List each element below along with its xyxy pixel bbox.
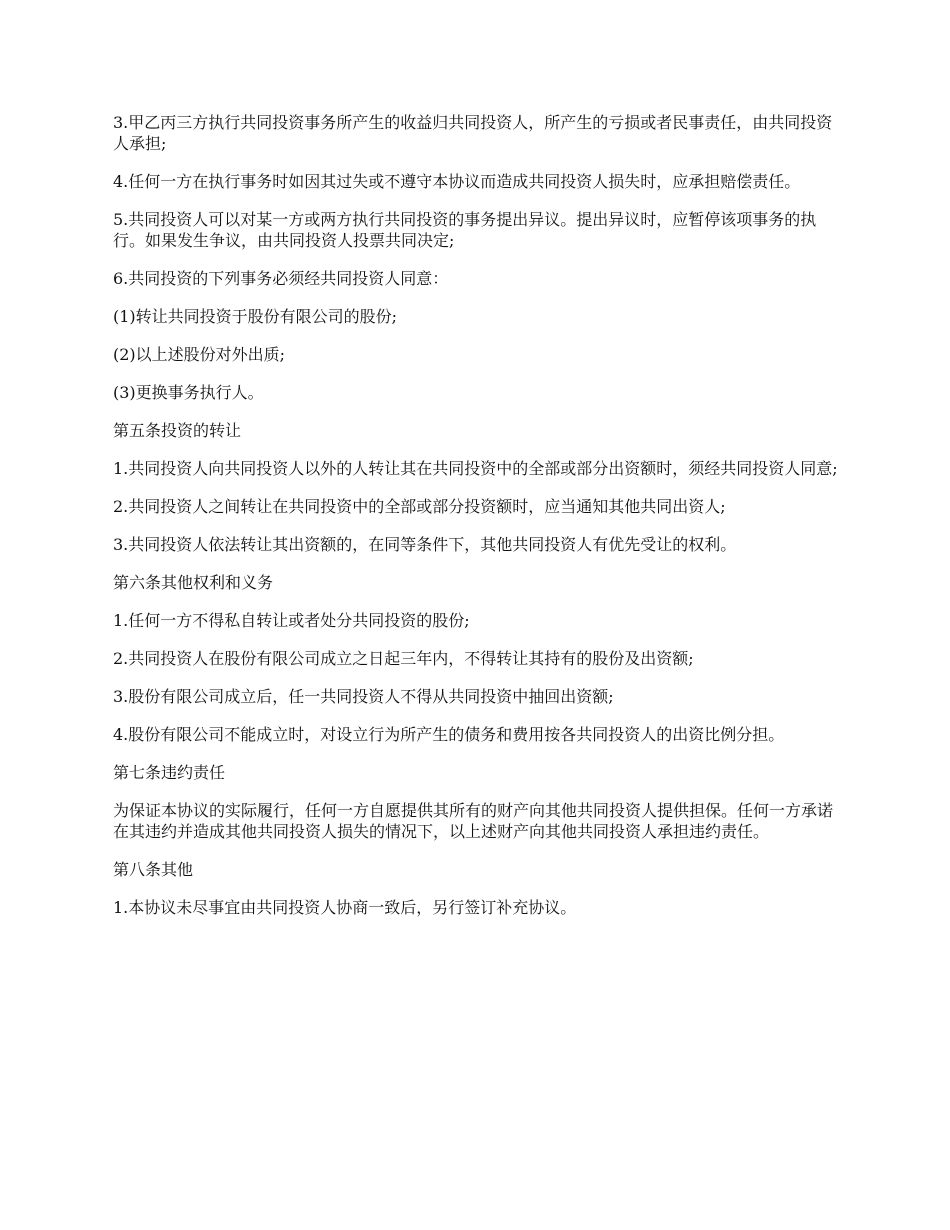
article-5-item-3: 3.共同投资人依法转让其出资额的，在同等条件下，其他共同投资人有优先受让的权利。 [113, 535, 737, 554]
article-5-item-2: 2.共同投资人之间转让在共同投资中的全部或部分投资额时，应当通知其他共同出资人; [113, 497, 726, 516]
article-8-heading: 第八条其他 [113, 860, 194, 879]
article-6-item-1: 1.任何一方不得私自转让或者处分共同投资的股份; [113, 611, 470, 630]
article-6-heading: 第六条其他权利和义务 [113, 573, 274, 592]
consent-item-3: (3)更换事务执行人。 [113, 383, 264, 402]
clause-5-objection: 5.共同投资人可以对某一方或两方执行共同投资的事务提出异议。提出异议时，应暂停该项事务的执行。如果发生争议，由共同投资人投票共同决定; [113, 210, 817, 250]
document-body [113, 112, 843, 935]
clause-3-profit-loss: 3.甲乙丙三方执行共同投资事务所产生的收益归共同投资人，所产生的亏损或者民事责任，由共同投资人承担; [113, 113, 833, 153]
consent-item-2: (2)以上述股份对外出质; [113, 345, 286, 364]
consent-item-1: (1)转让共同投资于股份有限公司的股份; [113, 307, 398, 326]
article-6-item-2: 2.共同投资人在股份有限公司成立之日起三年内，不得转让其持有的股份及出资额; [113, 649, 694, 668]
article-5-item-1: 1.共同投资人向共同投资人以外的人转让其在共同投资中的全部或部分出资额时，须经共同投资人同意; [113, 459, 838, 478]
article-6-item-3: 3.股份有限公司成立后，任一共同投资人不得从共同投资中抽回出资额; [113, 687, 614, 706]
article-7-heading: 第七条违约责任 [113, 763, 226, 782]
article-5-heading: 第五条投资的转让 [113, 421, 242, 440]
clause-6-consent-matters: 6.共同投资的下列事务必须经共同投资人同意： [113, 269, 449, 288]
article-6-item-4: 4.股份有限公司不能成立时，对设立行为所产生的债务和费用按各共同投资人的出资比例分担。 [113, 725, 785, 744]
clause-4-compensation: 4.任何一方在执行事务时如因其过失或不遵守本协议而造成共同投资人损失时，应承担赔偿责任。 [113, 172, 801, 191]
article-7-body: 为保证本协议的实际履行，任何一方自愿提供其所有的财产向其他共同投资人提供担保。任何一方承诺在其违约并造成其他共同投资人损失的情况下，以上述财产向其他共同投资人承担违约责任。 [113, 801, 834, 841]
article-8-item-1: 1.本协议未尽事宜由共同投资人协商一致后，另行签订补充协议。 [113, 898, 577, 917]
